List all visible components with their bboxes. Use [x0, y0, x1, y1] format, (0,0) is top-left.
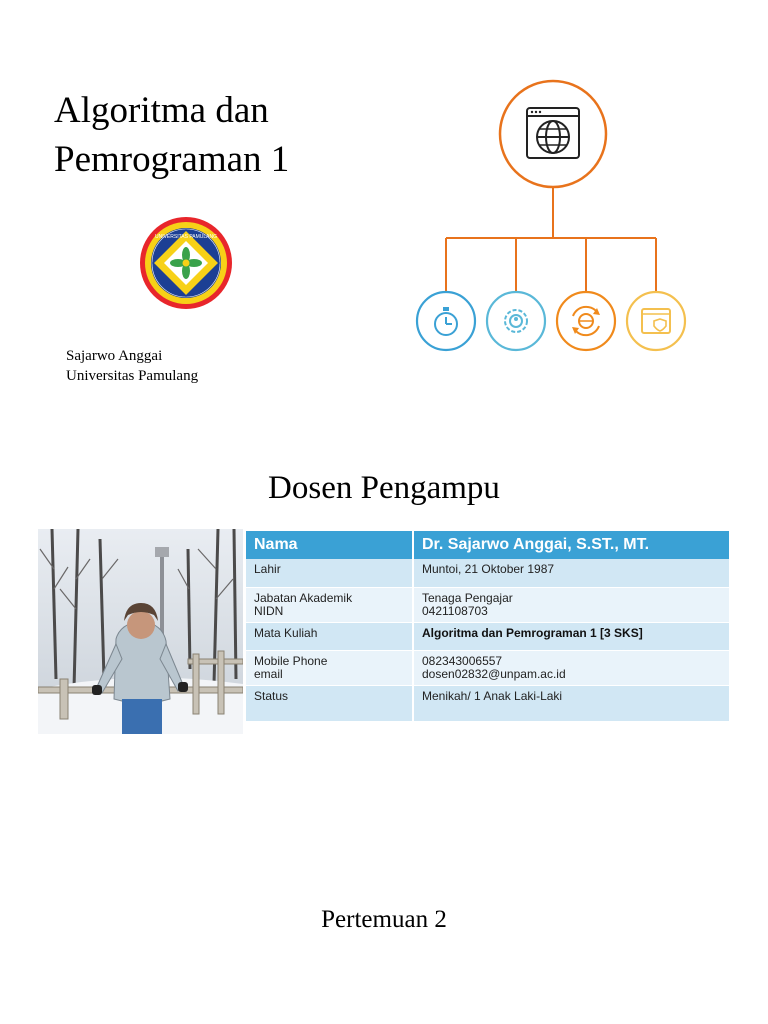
- value-text: dosen02832@unpam.ac.id: [422, 666, 566, 681]
- row-value: [413, 622, 730, 650]
- section-title: Dosen Pengampu: [268, 470, 500, 506]
- header-value: Dr. Sajarwo Anggai, S.ST., MT.: [413, 531, 730, 559]
- value-text: Algoritma dan Pemrograman 1 [3 SKS]: [422, 625, 643, 640]
- value-text: Menikah/ 1 Anak Laki-Laki: [422, 688, 563, 703]
- label-text: Lahir: [254, 562, 281, 576]
- stopwatch-icon: [417, 292, 475, 350]
- value-text: Muntoi, 21 Oktober 1987: [422, 562, 555, 576]
- lecturer-photo: [38, 529, 243, 734]
- row-value: [413, 685, 730, 721]
- label-text: email: [254, 666, 283, 681]
- row-label: [246, 587, 413, 622]
- title-line-2: Pemrograman 1: [54, 139, 290, 181]
- table-header-row: [246, 531, 730, 559]
- header-label: Nama: [246, 531, 413, 559]
- svg-text:UNIVERSITAS PAMULANG: UNIVERSITAS PAMULANG: [154, 234, 218, 240]
- value-text: Tenaga Pengajar: [422, 590, 513, 605]
- label-text: Mata Kuliah: [254, 625, 318, 640]
- browser-shield-icon: [627, 292, 685, 350]
- gear-icon: [487, 292, 545, 350]
- author-block: [66, 346, 198, 386]
- table-row: [246, 622, 730, 650]
- lecturer-info-table: [246, 531, 731, 722]
- row-value: [413, 650, 730, 685]
- label-text: NIDN: [254, 603, 284, 618]
- row-label: [246, 622, 413, 650]
- author-name: Sajarwo Anggai: [66, 348, 163, 364]
- globe-browser-icon: [500, 81, 606, 187]
- globe-sync-icon: [557, 292, 615, 350]
- table-row: [246, 587, 730, 622]
- table-row: [246, 650, 730, 685]
- row-label: [246, 685, 413, 721]
- label-text: Jabatan Akademik: [254, 590, 353, 605]
- footer-meeting-label: Pertemuan 2: [321, 906, 447, 933]
- value-text: 082343006557: [422, 653, 503, 668]
- label-text: Mobile Phone: [254, 653, 328, 668]
- value-text: 0421108703: [422, 603, 488, 618]
- label-text: Status: [254, 688, 289, 703]
- row-label: [246, 650, 413, 685]
- connector-lines: [446, 187, 656, 292]
- row-value: [413, 587, 730, 622]
- page-title: [54, 86, 289, 184]
- hierarchy-diagram: [410, 78, 690, 358]
- row-label: [246, 559, 413, 587]
- author-affiliation: Universitas Pamulang: [66, 368, 199, 384]
- university-seal-icon: [139, 216, 233, 310]
- title-line-1: Algoritma dan: [54, 90, 269, 131]
- row-value: [413, 559, 730, 587]
- table-row: [246, 559, 730, 587]
- table-row: [246, 685, 730, 721]
